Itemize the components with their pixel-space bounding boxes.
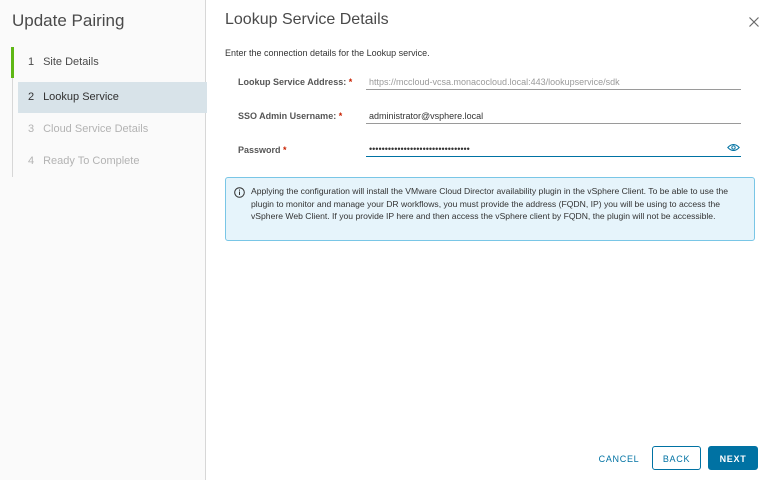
wizard-title: Update Pairing bbox=[12, 11, 125, 30]
info-alert bbox=[225, 177, 755, 241]
back-button[interactable]: BACK bbox=[652, 446, 701, 470]
step-number: 2 bbox=[28, 91, 35, 103]
required-marker: * bbox=[283, 145, 287, 155]
required-marker: * bbox=[348, 77, 353, 87]
step-number: 1 bbox=[28, 56, 35, 68]
wizard-sidebar bbox=[0, 0, 206, 480]
step-label: Lookup Service bbox=[43, 91, 119, 103]
step-number: 4 bbox=[28, 155, 35, 167]
password-label-text: Password bbox=[238, 145, 281, 155]
password-label bbox=[238, 145, 287, 155]
step-label: Cloud Service Details bbox=[43, 123, 149, 135]
step-lookup-service[interactable] bbox=[18, 82, 207, 113]
sso-username-input[interactable] bbox=[366, 109, 741, 124]
page-title: Lookup Service Details bbox=[225, 11, 389, 28]
lookup-address-label bbox=[238, 77, 352, 87]
page-description: Enter the connection details for the Lookup service. bbox=[225, 48, 430, 58]
cancel-button[interactable]: CANCEL bbox=[592, 446, 646, 470]
wizard-content bbox=[207, 0, 768, 480]
required-marker: * bbox=[338, 111, 343, 121]
step-number: 3 bbox=[28, 123, 35, 135]
next-button[interactable]: NEXT bbox=[708, 446, 758, 470]
wizard-steps bbox=[12, 47, 207, 177]
lookup-address-input[interactable] bbox=[366, 75, 741, 90]
info-circle-icon bbox=[234, 187, 245, 198]
step-label: Ready To Complete bbox=[43, 155, 140, 167]
step-cloud-service-details bbox=[13, 114, 207, 145]
eye-icon[interactable] bbox=[727, 143, 740, 152]
step-ready-to-complete bbox=[13, 146, 207, 177]
close-icon[interactable] bbox=[748, 16, 760, 28]
lookup-address-label-text: Lookup Service Address: bbox=[238, 77, 347, 87]
step-site-details[interactable] bbox=[13, 47, 207, 78]
sso-username-label bbox=[238, 111, 342, 121]
password-input[interactable] bbox=[366, 142, 741, 157]
sso-username-label-text: SSO Admin Username: bbox=[238, 111, 337, 121]
info-alert-text: Applying the configuration will install the VMware Cloud Director availability plugin in the vSphere Client. To be able to use the plugin to monitor and manage your DR workflows, you must provide the address (FQDN, IP) you will be using to access the vSphere Web Client. If you provide IP here and then access the vSphere client by FQDN, the plugin will not be accessible. bbox=[251, 186, 729, 221]
step-label: Site Details bbox=[43, 56, 99, 68]
